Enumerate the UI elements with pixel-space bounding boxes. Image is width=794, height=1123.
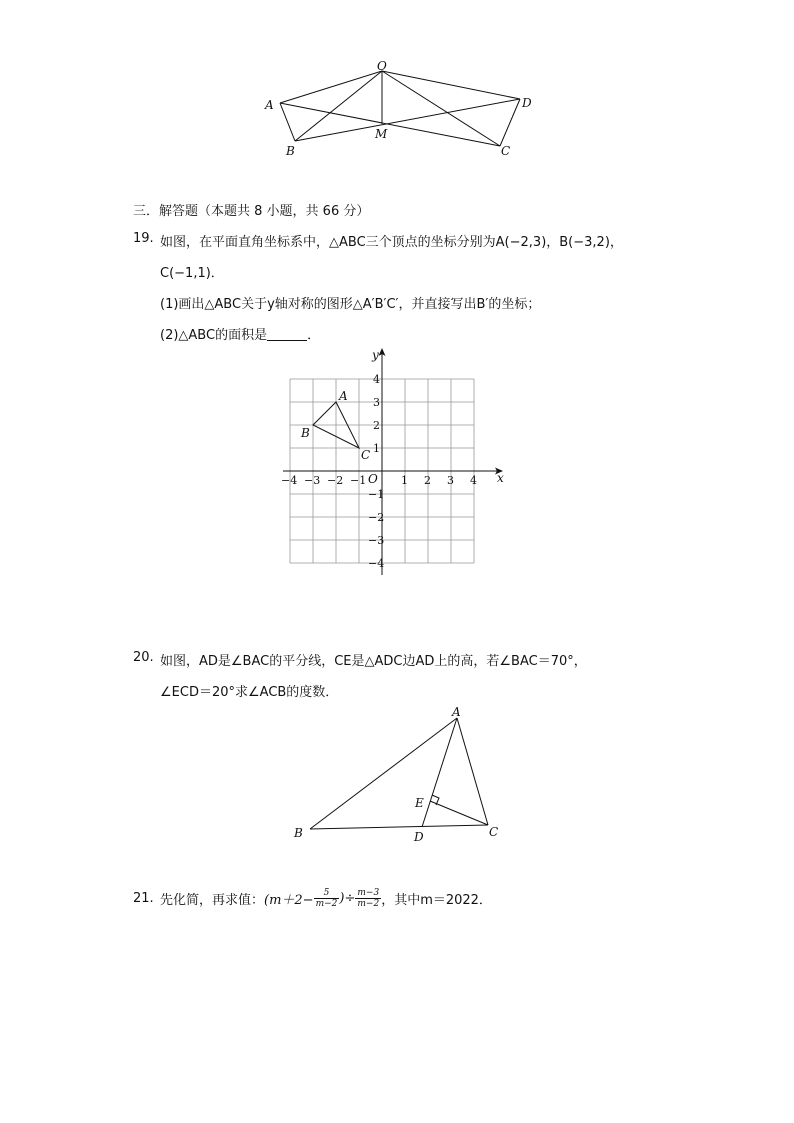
q21-prefix: 先化简，再求值： <box>160 892 265 908</box>
q21-content <box>160 884 492 912</box>
q19-line1: 如图，在平面直角坐标系中，△ABC三个顶点的坐标分别为A(−2,3)，B(−3,2)， <box>160 235 623 250</box>
q21-expr-open: (m＋2− <box>264 892 314 908</box>
y-tick-label: −1 <box>368 488 385 501</box>
x-tick-label: 4 <box>470 474 477 487</box>
segment-OD <box>382 71 520 99</box>
q21-suffix: ，其中m＝2022． <box>381 892 492 908</box>
segment-BC <box>310 825 488 829</box>
y-tick-label: −3 <box>368 534 385 547</box>
x-tick-label: −3 <box>304 474 321 487</box>
x-tick-label: 2 <box>424 474 431 487</box>
segment-AB <box>280 103 295 141</box>
q19-line2: C(−1,1)． <box>160 266 224 281</box>
segment-OA <box>280 71 382 103</box>
label-B: B <box>286 144 295 158</box>
q20-number: 20. <box>133 650 154 665</box>
label-C: C <box>501 144 511 158</box>
x-tick-label: −1 <box>350 474 367 487</box>
point-label-B: B <box>301 426 310 440</box>
point-label-C: C <box>361 448 371 462</box>
y-axis-label: y <box>372 348 379 362</box>
segment-DC <box>500 99 520 146</box>
q19-part2-end: ． <box>307 328 321 343</box>
label-E: E <box>415 796 424 810</box>
label-A: A <box>452 705 461 719</box>
y-tick-label: −2 <box>368 511 385 524</box>
y-tick-label: 3 <box>373 396 380 409</box>
q19-part2-text: (2)△ABC的面积是 <box>160 328 268 343</box>
q21-fraction-1 <box>314 888 340 909</box>
figure-quadrilateral-diagram <box>255 58 545 163</box>
label-A: A <box>265 98 274 112</box>
label-M: M <box>375 127 388 141</box>
x-tick-label: 1 <box>401 474 408 487</box>
frac2-denominator: m−2 <box>357 898 380 909</box>
q20-line2: ∠ECD＝20°求∠ACB的度数． <box>160 685 339 700</box>
q21-number: 21. <box>133 891 154 906</box>
segment-AC <box>457 718 488 825</box>
frac2-numerator: m−3 <box>357 887 380 898</box>
origin-label: O <box>368 472 378 486</box>
q21-expr-mid: )÷ <box>339 890 356 906</box>
segment-AB <box>310 718 457 829</box>
y-tick-label: 4 <box>373 373 380 386</box>
triangle-figure <box>285 700 510 850</box>
x-tick-label: −4 <box>281 474 298 487</box>
label-D: D <box>522 96 532 110</box>
answer-blank <box>267 328 307 341</box>
frac1-denominator: m−2 <box>315 898 338 909</box>
point-label-A: A <box>339 389 348 403</box>
label-C: C <box>489 825 499 839</box>
q21-fraction-2 <box>355 888 381 909</box>
label-B: B <box>294 826 303 840</box>
label-D: D <box>414 830 424 844</box>
frac1-numerator: 5 <box>314 888 340 899</box>
q19-part1: (1)画出△ABC关于y轴对称的图形△A′B′C′，并直接写出B′的坐标； <box>160 297 541 312</box>
x-axis-label: x <box>497 471 504 485</box>
y-tick-label: 1 <box>373 442 380 455</box>
segment-OB <box>295 71 382 141</box>
y-tick-label: 2 <box>373 419 380 432</box>
segment-BD <box>295 99 520 141</box>
x-tick-label: −2 <box>327 474 344 487</box>
x-tick-label: 3 <box>447 474 454 487</box>
segment-EC <box>430 801 488 825</box>
q20-line1: 如图，AD是∠BAC的平分线，CE是△ADC边AD上的高，若∠BAC＝70°， <box>160 654 587 669</box>
q19-part2 <box>160 324 320 343</box>
coordinate-grid <box>275 345 515 580</box>
y-tick-label: −4 <box>368 557 385 570</box>
q19-number: 19. <box>133 231 154 246</box>
section-heading: 三．解答题（本题共 8 小题，共 66 分） <box>133 204 370 219</box>
segment-AD <box>422 718 457 827</box>
label-O: O <box>377 59 387 73</box>
